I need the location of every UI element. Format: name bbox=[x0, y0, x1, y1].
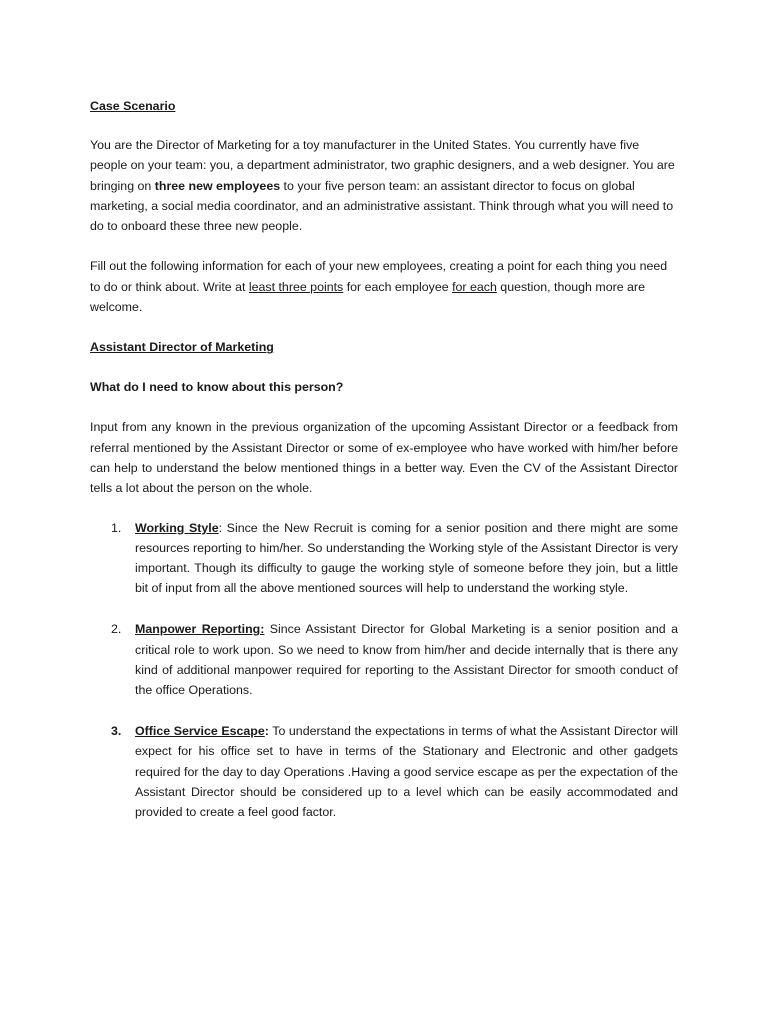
section-heading: Assistant Director of Marketing bbox=[90, 340, 274, 355]
intro-text-after: to your five person team: an assistant director to focus on global marketing, a social media coordinator, and an administrative assistant. Think through what you will need to do to onboard these three new people. bbox=[90, 178, 674, 234]
instructions-part-2: for each employee bbox=[343, 279, 453, 294]
instructions-part-1: Fill out the following information for each of your new employees, creating a point for each thing you need to do or think about. Write at bbox=[90, 259, 668, 294]
instructions-underline-2: for each bbox=[452, 279, 497, 294]
list-item-separator: : bbox=[264, 723, 269, 738]
list-item-term: Manpower Reporting: bbox=[135, 622, 265, 637]
list-item-separator: : bbox=[218, 520, 223, 535]
intro-paragraph bbox=[90, 135, 678, 236]
instructions-part-3: question, though more are welcome. bbox=[90, 279, 645, 315]
list-item-number: 2. bbox=[111, 622, 122, 637]
document-content bbox=[90, 96, 678, 843]
list-item-term: Office Service Escape bbox=[135, 723, 265, 738]
case-scenario-title: Case Scenario bbox=[90, 99, 176, 113]
instructions-underline-1: least three points bbox=[248, 279, 344, 294]
intro-bold-text: three new employees bbox=[154, 178, 281, 193]
instructions-paragraph bbox=[90, 256, 678, 317]
list-item bbox=[90, 721, 678, 822]
list-item-term: Working Style bbox=[135, 520, 219, 535]
list-item bbox=[90, 619, 678, 700]
question-heading: What do I need to know about this person? bbox=[90, 380, 344, 395]
intro-text-before: You are the Director of Marketing for a toy manufacturer in the United States. You currently have five people on your team: you, a department administrator, two graphic designers, and a web designer. You are bringing on bbox=[90, 138, 675, 193]
list-item-text: To understand the expectations in terms of what the Assistant Director will expect for his office set to have in terms of the Stationary and Electronic and other gadgets required for the day to day Operations .Having a good service escape as per the expectation of the Assistant Director should be considered up to a level which can be easily accommodated and provided to create a feel good factor. bbox=[135, 723, 678, 820]
list-item-text: Since Assistant Director for Global Marketing is a senior position and a critical role to work upon. So we need to know from him/her and decide internally that is there any kind of additional manpower required for reporting to the Assistant Director for smooth conduct of the office Operations. bbox=[135, 622, 679, 698]
points-list bbox=[90, 518, 678, 823]
list-item bbox=[90, 518, 678, 599]
list-item-number: 3. bbox=[111, 723, 122, 738]
list-item-text: Since the New Recruit is coming for a senior position and there might are some resources reporting to him/her. So understanding the Working style of the Assistant Director is very important. Though its difficulty to gauge the working style of someone before they join, but a little bit of input from all the above mentioned sources will help to understand the working style. bbox=[135, 520, 679, 596]
answer-paragraph: Input from any known in the previous organization of the upcoming Assistant Director or a feedback from referral mentioned by the Assistant Director or some of ex-employee who have worked with him/her before can help to understand the below mentioned things in a better way. Even the CV of the Assistant Director tells a lot about the person on the whole. bbox=[90, 420, 678, 496]
list-item-number: 1. bbox=[111, 520, 122, 535]
